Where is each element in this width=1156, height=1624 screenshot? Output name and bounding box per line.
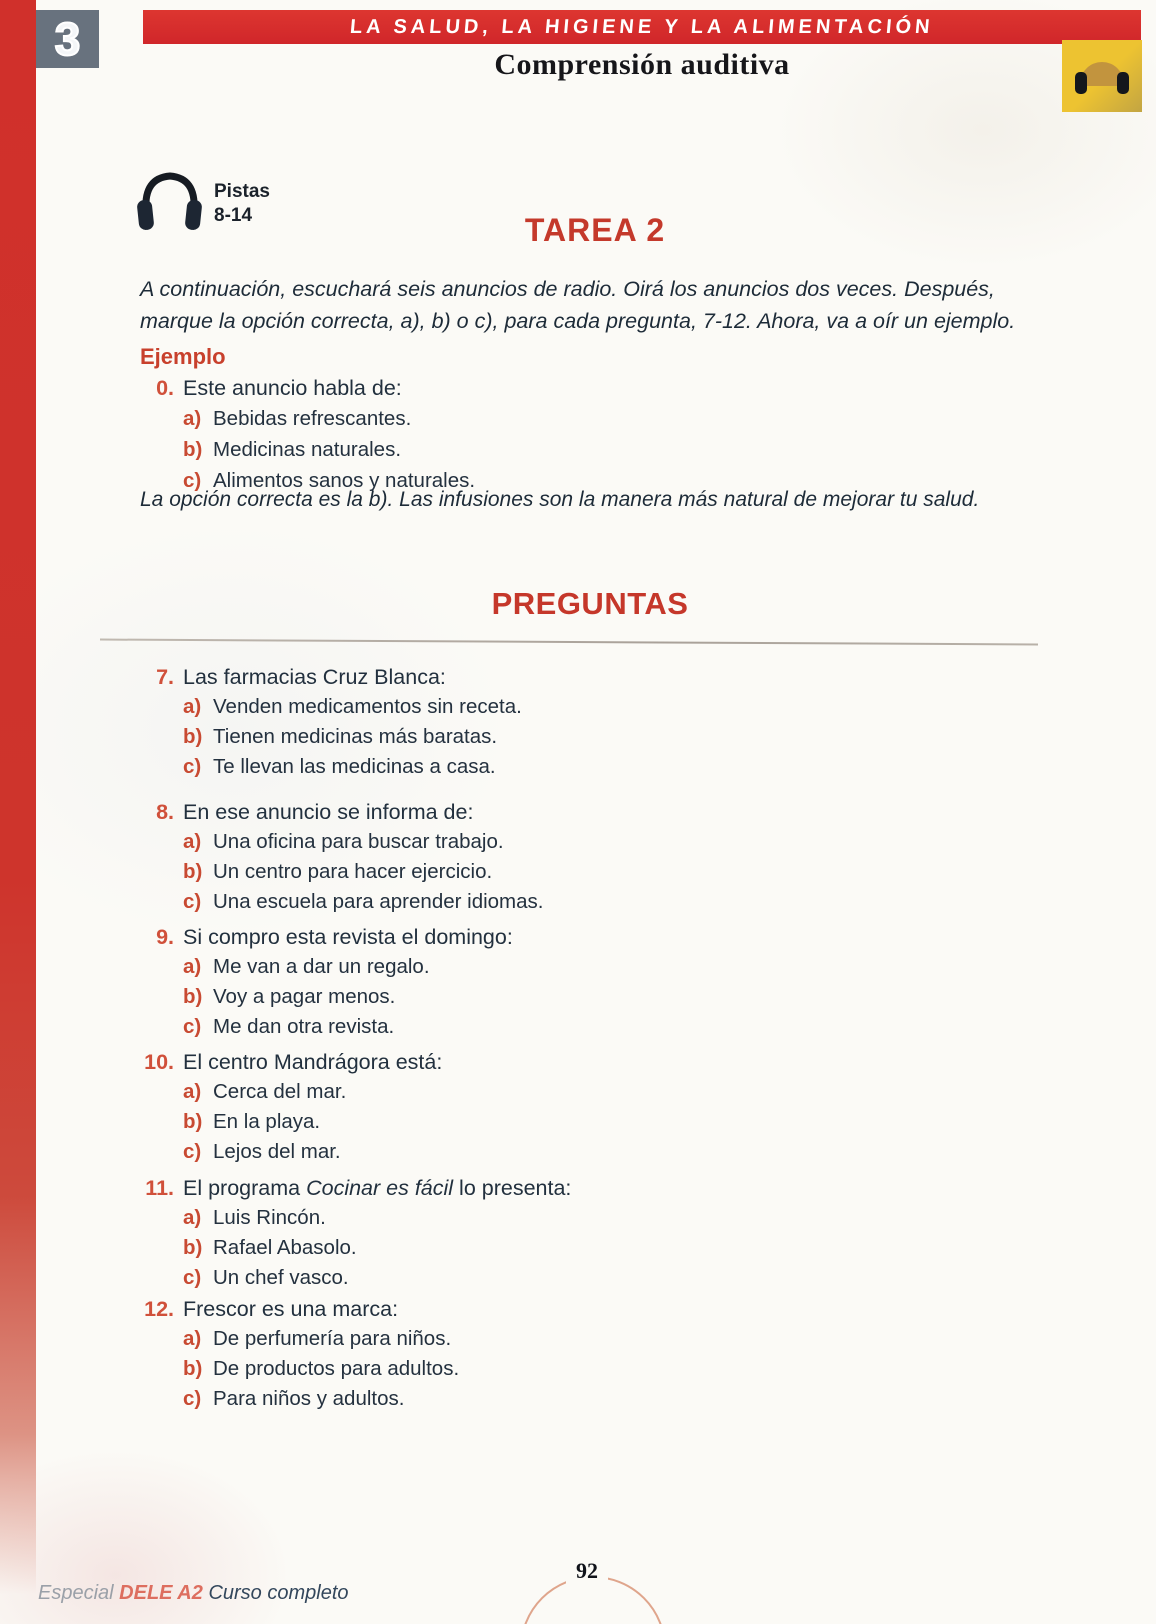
question-title — [140, 665, 1040, 690]
option-letter: b) — [183, 860, 203, 884]
chapter-banner-title: LA SALUD, LA HIGIENE Y LA ALIMENTACIÓN — [349, 15, 935, 38]
option-letter: b) — [183, 438, 203, 462]
option-letter: a) — [183, 1327, 202, 1350]
pistas-range: 8-14 — [214, 204, 253, 226]
option-text: Luis Rincón. — [213, 1206, 326, 1229]
page-number: 92 — [566, 1558, 608, 1584]
option-letter: b) — [183, 1236, 203, 1260]
answer-option — [183, 1079, 1040, 1105]
option-letter: c) — [183, 1140, 202, 1164]
answer-option — [183, 1205, 1040, 1231]
option-letter: c) — [183, 1266, 202, 1290]
question-text-part: lo presenta: — [453, 1176, 572, 1200]
tarea-title: TAREA 2 — [524, 212, 666, 248]
question-number: 0. — [156, 376, 174, 400]
option-text: Para niños y adultos. — [213, 1387, 405, 1411]
question-text-part: Frescor es una marca: — [183, 1297, 399, 1321]
option-text: Un centro para hacer ejercicio. — [213, 860, 493, 884]
question-number: 9. — [156, 925, 174, 949]
option-letter: c) — [183, 1387, 202, 1411]
example-block — [140, 344, 475, 494]
option-letter: a) — [183, 1080, 202, 1103]
question-text-part: El programa — [183, 1176, 307, 1200]
question-text — [183, 1176, 571, 1201]
horizontal-rule — [100, 639, 1038, 646]
question-title — [140, 1297, 1040, 1322]
option-letter: a) — [183, 830, 202, 853]
question-text-italic: Cocinar es fácil — [306, 1176, 454, 1200]
example-answer-note: La opción correcta es la b). Las infusiones son la manera más natural de mejorar tu salud. — [140, 488, 980, 511]
option-text: Alimentos sanos y naturales. — [213, 469, 476, 493]
option-text: Me van a dar un regalo. — [213, 955, 430, 978]
question-text-part: El centro Mandrágora está: — [183, 1050, 443, 1074]
answer-option — [183, 889, 1040, 915]
option-letter: c) — [183, 1015, 202, 1039]
question-title — [140, 800, 1040, 825]
answer-option — [183, 1265, 1040, 1291]
option-text: Te llevan las medicinas a casa. — [213, 755, 496, 779]
question-number: 8. — [156, 800, 174, 824]
answer-option — [183, 984, 1040, 1010]
option-letter: b) — [183, 1110, 203, 1134]
answer-option — [183, 829, 1040, 855]
option-text: Voy a pagar menos. — [213, 985, 396, 1009]
option-text: Medicinas naturales. — [213, 438, 402, 462]
answer-option — [183, 1356, 1040, 1382]
question-number: 10. — [144, 1050, 174, 1074]
question-text — [183, 1297, 398, 1322]
footer-text-especial: Especial — [38, 1582, 120, 1604]
question-title — [140, 1176, 1040, 1201]
answer-option — [183, 1109, 1040, 1135]
answer-option — [183, 1235, 1040, 1261]
task-instructions: A continuación, escuchará seis anuncios de radio. Oirá los anuncios dos veces. Después, marque la opción correcta, a), b) o c), para cada pregunta, 7-12. Ahora, va a oír un ejemplo. — [140, 277, 1016, 333]
footer-text-curso: Curso completo — [208, 1582, 349, 1604]
question-number: 12. — [144, 1297, 174, 1321]
option-text: Tienen medicinas más baratas. — [213, 725, 498, 749]
option-text: De productos para adultos. — [213, 1357, 460, 1381]
option-text: Rafael Abasolo. — [213, 1236, 357, 1260]
option-text: Venden medicamentos sin receta. — [213, 695, 522, 718]
option-letter: a) — [183, 1206, 202, 1229]
option-letter: a) — [183, 407, 202, 430]
unit-number: 3 — [54, 13, 81, 65]
question-text-part: Si compro esta revista el domingo: — [183, 925, 513, 949]
option-letter: c) — [183, 890, 202, 914]
question-block — [140, 665, 1040, 780]
option-letter: a) — [183, 955, 202, 978]
answer-option — [183, 1139, 1040, 1165]
option-letter: c) — [183, 755, 202, 779]
option-letter: c) — [183, 469, 202, 493]
preguntas-heading: PREGUNTAS — [491, 586, 689, 621]
answer-option — [183, 694, 1040, 720]
option-text: Lejos del mar. — [213, 1140, 341, 1164]
option-letter: b) — [183, 1357, 203, 1381]
unit-number-box — [36, 10, 99, 68]
pistas-label: Pistas — [214, 181, 270, 202]
option-letter: a) — [183, 695, 202, 718]
answer-option — [183, 437, 475, 463]
question-text-part: Las farmacias Cruz Blanca: — [183, 665, 446, 689]
book-footer — [38, 1582, 349, 1605]
option-text: Un chef vasco. — [213, 1266, 349, 1290]
question-text: Este anuncio habla de: — [183, 376, 402, 400]
question-text — [183, 1050, 442, 1075]
question-text-part: En ese anuncio se informa de: — [183, 800, 474, 824]
example-heading: Ejemplo — [140, 344, 226, 369]
option-text: Bebidas refrescantes. — [213, 407, 412, 430]
question-block — [140, 1297, 1040, 1412]
option-text: De perfumería para niños. — [213, 1327, 452, 1350]
answer-option — [183, 1014, 1040, 1040]
answer-option — [183, 406, 475, 432]
question-block — [140, 1050, 1040, 1165]
option-text: En la playa. — [213, 1110, 321, 1134]
answer-option — [183, 859, 1040, 885]
answer-option — [183, 724, 1040, 750]
question-block — [140, 1176, 1040, 1291]
option-text: Cerca del mar. — [213, 1080, 347, 1103]
example-question — [140, 376, 475, 401]
question-text — [183, 925, 513, 950]
question-text — [183, 665, 446, 690]
option-text: Una oficina para buscar trabajo. — [213, 830, 504, 853]
question-block — [140, 800, 1040, 915]
question-block — [140, 925, 1040, 1040]
answer-option — [183, 1326, 1040, 1352]
question-title — [140, 1050, 1040, 1075]
question-text — [183, 800, 473, 825]
question-number: 7. — [156, 665, 174, 689]
question-title — [140, 925, 1040, 950]
answer-option — [183, 754, 1040, 780]
answer-option — [183, 1386, 1040, 1412]
answer-option — [183, 954, 1040, 980]
option-text: Me dan otra revista. — [213, 1015, 395, 1039]
chapter-banner — [143, 10, 1141, 44]
option-letter: b) — [183, 725, 203, 749]
footer-text-dele: DELE A2 — [119, 1582, 209, 1604]
section-title: Comprensión auditiva — [494, 48, 790, 81]
question-number: 11. — [145, 1176, 174, 1200]
option-text: Una escuela para aprender idiomas. — [213, 890, 544, 914]
option-letter: b) — [183, 985, 203, 1009]
